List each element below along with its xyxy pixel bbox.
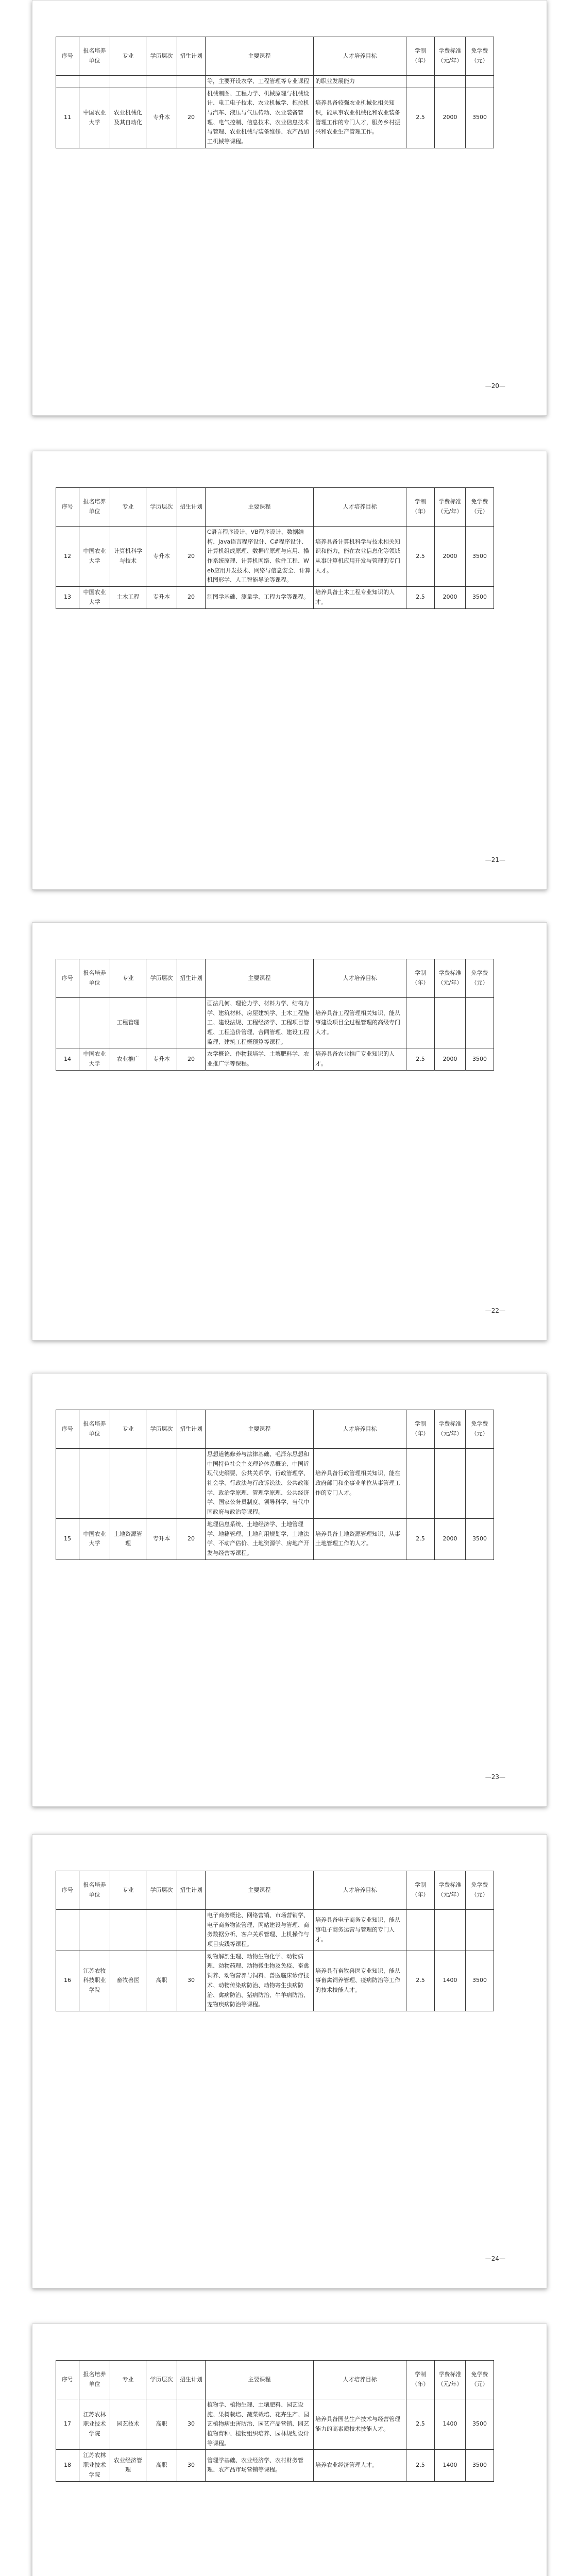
cell-school xyxy=(79,1449,110,1519)
cell-mode: 专升本 xyxy=(146,88,177,148)
header-school: 报名培养单位 xyxy=(79,959,110,998)
cell-seq xyxy=(56,1910,79,1951)
cell-fee: 2000 xyxy=(435,587,466,608)
header-goal: 人才培养目标 xyxy=(314,1410,406,1449)
cell-goal: 的职业发展能力 xyxy=(314,76,406,88)
cell-goal: 培养具备土木工程专业知识的人才。 xyxy=(314,587,406,608)
cell-goal: 培养具有畜牧兽医专业知识，能从事畜禽饲养管理、疫病防治等工作的技术技能人才。 xyxy=(314,1951,406,2011)
header-quota: 招生计划 xyxy=(177,37,206,76)
header-major: 专业 xyxy=(110,37,146,76)
cell-free: 3500 xyxy=(466,1951,494,2011)
cell-years xyxy=(406,998,435,1048)
header-goal: 人才培养目标 xyxy=(314,37,406,76)
cell-major xyxy=(110,76,146,88)
cell-years: 2.5 xyxy=(406,2450,435,2481)
table-header-row xyxy=(56,488,494,527)
header-courses: 主要课程 xyxy=(206,488,314,527)
document-page xyxy=(32,922,547,1341)
cell-courses: 思想道德修养与法律基础、毛泽东思想和中国特色社会主义理论体系概论、中国近现代史纲要、公共关系学、行政管理学、社会学、行政法与行政诉讼法、公共政策学、政治学原理、管理学原理、公共经济学、国家公务员制度、领导科学、当代中国政府与政治等课程。 xyxy=(206,1449,314,1519)
header-seq: 序号 xyxy=(56,959,79,998)
table-header-row xyxy=(56,1410,494,1449)
header-courses: 主要课程 xyxy=(206,1410,314,1449)
cell-years: 2.5 xyxy=(406,2399,435,2450)
cell-seq: 11 xyxy=(56,88,79,148)
cell-mode: 专升本 xyxy=(146,587,177,608)
header-quota: 招生计划 xyxy=(177,488,206,527)
cell-years xyxy=(406,1910,435,1951)
training-table xyxy=(56,959,494,1071)
header-quota: 招生计划 xyxy=(177,1410,206,1449)
cell-years: 2.5 xyxy=(406,1048,435,1070)
cell-mode: 高职 xyxy=(146,1951,177,2011)
cell-fee: 1400 xyxy=(435,2450,466,2481)
cell-quota: 30 xyxy=(177,2450,206,2481)
header-years: 学制（年） xyxy=(406,2361,435,2399)
table-row xyxy=(56,76,494,88)
cell-school: 中国农业大学 xyxy=(79,88,110,148)
header-years: 学制（年） xyxy=(406,488,435,527)
cell-courses: 制图学基础、测量学、工程力学等课程。 xyxy=(206,587,314,608)
cell-courses: 电子商务概论、网络营销、市场营销学、电子商务物流管理、网站建设与管理、商务数据分析、客户关系管理、上机操作与项目实践等课程。 xyxy=(206,1910,314,1951)
cell-years: 2.5 xyxy=(406,1518,435,1560)
cell-major: 土木工程 xyxy=(110,587,146,608)
cell-seq xyxy=(56,998,79,1048)
header-major: 专业 xyxy=(110,959,146,998)
cell-goal: 培养具备土地资源管理知识，从事土地管理工作的人才。 xyxy=(314,1518,406,1560)
header-goal: 人才培养目标 xyxy=(314,488,406,527)
cell-school: 江苏农林职业技术学院 xyxy=(79,2450,110,2481)
cell-free: 3500 xyxy=(466,2399,494,2450)
table-row xyxy=(56,1951,494,2011)
header-major: 专业 xyxy=(110,488,146,527)
cell-fee: 2000 xyxy=(435,1048,466,1070)
cell-years xyxy=(406,1449,435,1519)
header-free: 免学费（元） xyxy=(466,2361,494,2399)
cell-fee: 1400 xyxy=(435,2399,466,2450)
document-page xyxy=(32,0,547,416)
cell-years: 2.5 xyxy=(406,88,435,148)
cell-courses: 植物学、植物生理、土壤肥料、园艺设施、果树栽培、蔬菜栽培、花卉生产、园艺植物病虫害防治、园艺产品营销、园艺植物育种、植物组织培养、园林规划设计等课程。 xyxy=(206,2399,314,2450)
cell-free xyxy=(466,1910,494,1951)
header-school: 报名培养单位 xyxy=(79,488,110,527)
cell-courses: 农学概论、作物栽培学、土壤肥料学、农业推广学等课程。 xyxy=(206,1048,314,1070)
header-free: 免学费（元） xyxy=(466,37,494,76)
cell-school: 江苏农牧科技职业学院 xyxy=(79,1951,110,2011)
cell-mode xyxy=(146,1910,177,1951)
training-table xyxy=(56,1871,494,2011)
cell-quota: 30 xyxy=(177,1951,206,2011)
header-mode: 学历层次 xyxy=(146,488,177,527)
cell-quota: 20 xyxy=(177,527,206,587)
cell-quota: 30 xyxy=(177,2399,206,2450)
cell-major: 农业推广 xyxy=(110,1048,146,1070)
header-fee: 学费标准（元/年） xyxy=(435,488,466,527)
cell-school: 中国农业大学 xyxy=(79,527,110,587)
cell-free: 3500 xyxy=(466,1518,494,1560)
header-seq: 序号 xyxy=(56,488,79,527)
header-quota: 招生计划 xyxy=(177,2361,206,2399)
cell-fee xyxy=(435,1910,466,1951)
cell-major: 园艺技术 xyxy=(110,2399,146,2450)
cell-quota: 20 xyxy=(177,587,206,608)
table-row xyxy=(56,998,494,1048)
cell-seq: 13 xyxy=(56,587,79,608)
cell-major: 农业机械化及其自动化 xyxy=(110,88,146,148)
cell-fee xyxy=(435,998,466,1048)
header-years: 学制（年） xyxy=(406,37,435,76)
cell-quota: 20 xyxy=(177,88,206,148)
cell-mode: 专升本 xyxy=(146,1518,177,1560)
cell-major xyxy=(110,1910,146,1951)
cell-goal: 培养具备行政管理相关知识，能在政府部门和企事业单位从事管理工作的专门人才。 xyxy=(314,1449,406,1519)
cell-fee: 2000 xyxy=(435,88,466,148)
header-fee: 学费标准（元/年） xyxy=(435,959,466,998)
header-years: 学制（年） xyxy=(406,1410,435,1449)
cell-quota xyxy=(177,76,206,88)
cell-quota: 20 xyxy=(177,1048,206,1070)
header-seq: 序号 xyxy=(56,2361,79,2399)
header-fee: 学费标准（元/年） xyxy=(435,2361,466,2399)
document-page xyxy=(32,451,547,890)
table-row xyxy=(56,527,494,587)
cell-free: 3500 xyxy=(466,88,494,148)
header-free: 免学费（元） xyxy=(466,1871,494,1910)
cell-school: 中国农业大学 xyxy=(79,1048,110,1070)
cell-school xyxy=(79,76,110,88)
table-row xyxy=(56,1518,494,1560)
cell-free: 3500 xyxy=(466,1048,494,1070)
cell-seq xyxy=(56,76,79,88)
cell-courses: C语言程序设计、VB程序设计、数据结构、Java语言程序设计、C#程序设计、计算机组成原理、数据库原理与应用、操作系统原理、计算机网络、软件工程、Web应用开发技术、网络与信息安全、计算机图形学、人工智能导论等课程。 xyxy=(206,527,314,587)
cell-free xyxy=(466,998,494,1048)
cell-seq: 15 xyxy=(56,1518,79,1560)
cell-courses: 机械制图、工程力学、机械原理与机械设计、电工电子技术、农业机械学、拖拉机与汽车、液压与气压传动、农业装备管理、电气控制、信息技术、农业信息技术与管理、农业机械与装备维修、农产品加工机械等课程。 xyxy=(206,88,314,148)
header-major: 专业 xyxy=(110,1871,146,1910)
document-page xyxy=(32,1834,547,2289)
training-table xyxy=(56,2360,494,2482)
cell-years: 2.5 xyxy=(406,587,435,608)
header-courses: 主要课程 xyxy=(206,1871,314,1910)
page-number: —23— xyxy=(485,1773,505,1781)
cell-fee xyxy=(435,76,466,88)
cell-mode xyxy=(146,998,177,1048)
cell-free: 3500 xyxy=(466,527,494,587)
header-free: 免学费（元） xyxy=(466,1410,494,1449)
cell-courses: 地理信息系统、土地经济学、土地管理学、地籍管理、土地利用规划学、土地法学、不动产估价、土地资源学、房地产开发与经营等课程。 xyxy=(206,1518,314,1560)
cell-school: 江苏农林职业技术学院 xyxy=(79,2399,110,2450)
header-seq: 序号 xyxy=(56,37,79,76)
header-school: 报名培养单位 xyxy=(79,37,110,76)
table-row xyxy=(56,88,494,148)
header-quota: 招生计划 xyxy=(177,1871,206,1910)
header-mode: 学历层次 xyxy=(146,37,177,76)
page-number: —22— xyxy=(485,1307,505,1314)
cell-courses: 管理学基础、农业经济学、农村财务管理、农产品市场营销等课程。 xyxy=(206,2450,314,2481)
cell-free xyxy=(466,76,494,88)
page-number: —24— xyxy=(485,2255,505,2262)
cell-years: 2.5 xyxy=(406,527,435,587)
header-quota: 招生计划 xyxy=(177,959,206,998)
header-mode: 学历层次 xyxy=(146,1871,177,1910)
header-courses: 主要课程 xyxy=(206,2361,314,2399)
cell-years: 2.5 xyxy=(406,1951,435,2011)
cell-school: 中国农业大学 xyxy=(79,1518,110,1560)
cell-major: 工程管理 xyxy=(110,998,146,1048)
cell-fee xyxy=(435,1449,466,1519)
cell-quota xyxy=(177,998,206,1048)
cell-fee: 1400 xyxy=(435,1951,466,2011)
cell-courses: 画法几何、理论力学、材料力学、结构力学、建筑材料、房屋建筑学、土木工程施工、建设法规、工程经济学、工程项目管理、工程造价管理、合同管理、建设工程监理、建筑工程概预算等课程。 xyxy=(206,998,314,1048)
header-courses: 主要课程 xyxy=(206,37,314,76)
table-header-row xyxy=(56,2361,494,2399)
cell-quota xyxy=(177,1910,206,1951)
table-header-row xyxy=(56,959,494,998)
training-table xyxy=(56,1410,494,1560)
header-mode: 学历层次 xyxy=(146,2361,177,2399)
header-school: 报名培养单位 xyxy=(79,1410,110,1449)
cell-major xyxy=(110,1449,146,1519)
header-fee: 学费标准（元/年） xyxy=(435,1871,466,1910)
cell-seq: 17 xyxy=(56,2399,79,2450)
header-school: 报名培养单位 xyxy=(79,1871,110,1910)
header-free: 免学费（元） xyxy=(466,488,494,527)
table-row xyxy=(56,587,494,608)
page-number: —21— xyxy=(485,856,505,863)
cell-seq: 14 xyxy=(56,1048,79,1070)
cell-school xyxy=(79,1910,110,1951)
document-page xyxy=(32,1373,547,1807)
cell-major: 土地资源管理 xyxy=(110,1518,146,1560)
cell-mode: 高职 xyxy=(146,2450,177,2481)
cell-seq xyxy=(56,1449,79,1519)
cell-mode: 专升本 xyxy=(146,1048,177,1070)
page-number: —20— xyxy=(485,382,505,389)
training-table xyxy=(56,487,494,609)
header-fee: 学费标准（元/年） xyxy=(435,1410,466,1449)
header-goal: 人才培养目标 xyxy=(314,1871,406,1910)
cell-school xyxy=(79,998,110,1048)
header-goal: 人才培养目标 xyxy=(314,2361,406,2399)
header-goal: 人才培养目标 xyxy=(314,959,406,998)
cell-goal: 培养具备电子商务专业知识，能从事电子商务运营与管理的专门人才。 xyxy=(314,1910,406,1951)
cell-mode xyxy=(146,76,177,88)
header-mode: 学历层次 xyxy=(146,959,177,998)
cell-goal: 培养具备较强农业机械化相关知识，能从事农业机械化和农业装备管理工作的专门人才，服务乡村振兴和农业生产管理工作。 xyxy=(314,88,406,148)
cell-major: 计算机科学与技术 xyxy=(110,527,146,587)
cell-goal: 培养具备工程管理相关知识，能从事建设项目全过程管理的高级专门人才。 xyxy=(314,998,406,1048)
cell-courses: 动物解剖生理、动物生物化学、动物病理、动物药理、动物微生物及免疫、畜禽饲养、动物营养与饲料、兽医临床诊疗技术、动物传染病防治、动物寄生虫病防治、禽病防治、猪病防治、牛羊病防治、宠物疾病防治等课程。 xyxy=(206,1951,314,2011)
cell-major: 畜牧兽医 xyxy=(110,1951,146,2011)
cell-mode xyxy=(146,1449,177,1519)
cell-goal: 培养农业经济管理人才。 xyxy=(314,2450,406,2481)
header-courses: 主要课程 xyxy=(206,959,314,998)
cell-free: 3500 xyxy=(466,587,494,608)
header-mode: 学历层次 xyxy=(146,1410,177,1449)
cell-quota: 20 xyxy=(177,1518,206,1560)
cell-goal: 培养具备计算机科学与技术相关知识和能力，能在农业信息化等领域从事计算机应用开发与管理的专门人才。 xyxy=(314,527,406,587)
cell-major: 农业经济管理 xyxy=(110,2450,146,2481)
table-header-row xyxy=(56,37,494,76)
cell-fee: 2000 xyxy=(435,1518,466,1560)
cell-school: 中国农业大学 xyxy=(79,587,110,608)
cell-mode: 高职 xyxy=(146,2399,177,2450)
cell-goal: 培养具备园艺生产技术与经营管理能力的高素质技术技能人才。 xyxy=(314,2399,406,2450)
document-page xyxy=(32,2324,547,2576)
cell-seq: 16 xyxy=(56,1951,79,2011)
cell-fee: 2000 xyxy=(435,527,466,587)
header-major: 专业 xyxy=(110,1410,146,1449)
header-fee: 学费标准（元/年） xyxy=(435,37,466,76)
cell-quota xyxy=(177,1449,206,1519)
cell-seq: 18 xyxy=(56,2450,79,2481)
header-free: 免学费（元） xyxy=(466,959,494,998)
table-row xyxy=(56,2399,494,2450)
table-row xyxy=(56,1910,494,1951)
cell-mode: 专升本 xyxy=(146,527,177,587)
cell-free xyxy=(466,1449,494,1519)
cell-courses: 等，主要开设农学、工程管理等专业课程 xyxy=(206,76,314,88)
header-school: 报名培养单位 xyxy=(79,2361,110,2399)
header-seq: 序号 xyxy=(56,1410,79,1449)
header-seq: 序号 xyxy=(56,1871,79,1910)
table-header-row xyxy=(56,1871,494,1910)
header-years: 学制（年） xyxy=(406,959,435,998)
cell-free: 3500 xyxy=(466,2450,494,2481)
training-table xyxy=(56,37,494,148)
cell-years xyxy=(406,76,435,88)
cell-goal: 培养具备农业推广专业知识的人才。 xyxy=(314,1048,406,1070)
table-row xyxy=(56,1449,494,1519)
header-major: 专业 xyxy=(110,2361,146,2399)
table-row xyxy=(56,1048,494,1070)
header-years: 学制（年） xyxy=(406,1871,435,1910)
cell-seq: 12 xyxy=(56,527,79,587)
table-row xyxy=(56,2450,494,2481)
